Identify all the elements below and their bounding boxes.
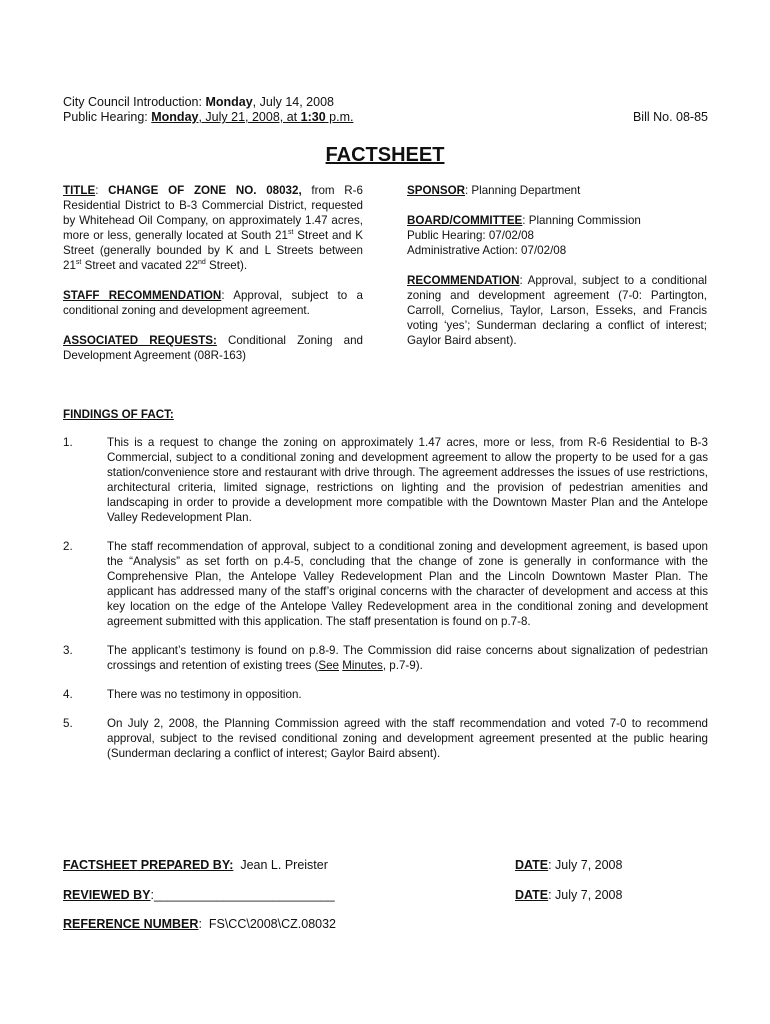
prepared-date: DATE: July 7, 2008 — [515, 858, 623, 872]
recommendation: RECOMMENDATION: Approval, subject to a conditional zoning and development agreement (7-0: Partington, Carroll, Cornelius, Taylor, Larson, Esseks, and Francis voting ‘yes’; Sunderman declaring a conflict of interest; Gaylor Baird absent). — [407, 274, 707, 347]
reviewed-date: DATE: July 7, 2008 — [515, 888, 623, 902]
finding-item: 4. There was no testimony in opposition. — [63, 688, 302, 701]
prepared-by: FACTSHEET PREPARED BY: Jean L. Preister — [63, 858, 328, 872]
findings-list — [63, 435, 708, 775]
staff-recommendation: STAFF RECOMMENDATION: Approval, subject to a conditional zoning and development agreement. — [63, 289, 363, 317]
finding-item: 1. This is a request to change the zoning on approximately 1.47 acres, more or less, from R-6 Residential to B-3 Commercial, subject to a conditional zoning and development agreement to allow the property to be used for a gas station/convenience store and restaurant with drive through. The agreement addresses the issues of use restrictions, architectural criteria, limited signage, restrictions on lighting and the provision of pedestrian amenities and landscaping in order to provide a development more compatible with the Downtown Master Plan and the Antelope Valley Redevelopment Plan. — [63, 436, 708, 524]
intro-day: Monday — [205, 95, 253, 109]
meeting-info — [63, 95, 353, 125]
page-title: FACTSHEET — [325, 144, 445, 166]
findings-heading: FINDINGS OF FACT: — [63, 408, 174, 421]
right-column — [407, 183, 707, 363]
left-column — [63, 183, 363, 378]
finding-item: 3. The applicant’s testimony is found on p.8-9. The Commission did raise concerns about signalization of pedestrian crossings and retention of existing trees (See Minutes, p.7-9). — [63, 644, 708, 672]
bill-number: Bill No. 08-85 — [632, 110, 708, 124]
hearing-day: Monday — [151, 110, 199, 124]
finding-item: 5. On July 2, 2008, the Planning Commission agreed with the staff recommendation and voted 7-0 to recommend approval, subject to the revised conditional zoning and development agreement presented at the public hearing (Sunderman declaring a conflict of interest; Gaylor Baird absent). — [63, 717, 708, 760]
council-introduction-line: City Council Introduction: Monday, July 14, 2008 — [63, 95, 334, 109]
title-section: TITLE: CHANGE OF ZONE NO. 08032, from R-6 Residential District to B-3 Commercial District, requested by Whitehead Oil Company, on approximately 1.47 acres, more or less, generally located at South 21st Street and K Street (generally bounded by K and L Streets between 21st Street and vacated 22nd Street). — [63, 184, 364, 272]
associated-requests: ASSOCIATED REQUESTS: Conditional Zoning and Development Agreement (08R-163) — [63, 334, 363, 362]
public-hearing-line: Public Hearing: Monday, July 21, 2008, at 1:30 p.m. — [63, 110, 354, 124]
board-committee: BOARD/COMMITTEE: Planning Commission Public Hearing: 07/02/08 Administrative Action: 07/02/08 — [407, 214, 641, 257]
reviewed-by: REVIEWED BY:__________________________ — [63, 888, 335, 902]
reference-number: REFERENCE NUMBER: FS\CC\2008\CZ.08032 — [63, 917, 337, 931]
sponsor: SPONSOR: Planning Department — [407, 184, 581, 197]
finding-item: 2. The staff recommendation of approval, subject to a conditional zoning and development agreement, is based upon the “Analysis” as set forth on p.4-5, concluding that the change of zone is generally in conformance with the Comprehensive Plan, the Antelope Valley Redevelopment Plan and the Lincoln Downtown Master Plan. The applicant has addressed many of the staff’s original concerns with the character of development and access at this key location on the edge of the Antelope Valley Redevelopment area in the conditional zoning and development agreement submitted with this application. The staff presentation is found on p.7-8. — [63, 540, 708, 628]
